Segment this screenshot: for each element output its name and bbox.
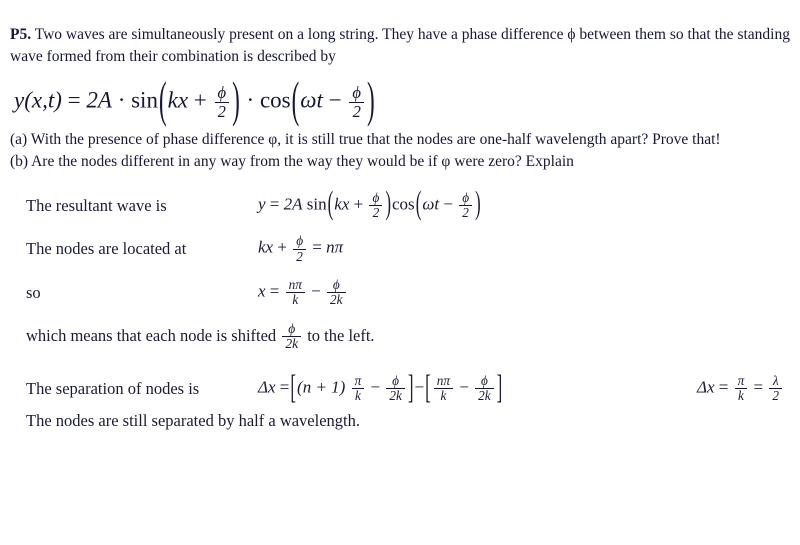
res-phi: ϕ xyxy=(372,189,380,205)
so-npi: nπ xyxy=(288,276,302,292)
separation-result-expression xyxy=(697,374,784,404)
so-minus: − xyxy=(311,281,321,301)
main-eq-dot2: · xyxy=(246,87,255,113)
close-paren-icon-4: ) xyxy=(475,185,481,222)
main-eq-sin: sin xyxy=(131,87,158,113)
problem-statement xyxy=(10,24,790,69)
res-minus: − xyxy=(443,194,453,214)
res-phi-over-2b xyxy=(459,191,472,221)
res-two: 2 xyxy=(369,205,382,220)
res-amp: 2A xyxy=(283,194,303,214)
so-x: x xyxy=(258,281,266,301)
nl-equals: = xyxy=(312,238,322,258)
conclusion-sentence: The nodes are still separated by half a wavelength. xyxy=(26,411,360,431)
res-delta-x: Δx xyxy=(697,377,715,397)
main-eq-phi-over-2 xyxy=(215,84,230,121)
main-eq-phi-over-2b xyxy=(349,84,364,121)
two-denominator: 2 xyxy=(215,102,230,121)
resultant-label: The resultant wave is xyxy=(26,195,167,215)
main-eq-omega-t: ωt xyxy=(300,87,323,113)
sep-coef: (n + 1) xyxy=(297,377,346,397)
res-y: y xyxy=(258,194,266,214)
so-phi-over-2k xyxy=(327,278,346,308)
shift-2k: 2k xyxy=(282,336,301,352)
main-eq-kx: kx xyxy=(167,87,189,113)
res-sin: sin xyxy=(306,194,327,214)
x-expression xyxy=(258,278,348,308)
main-eq-cos: cos xyxy=(259,87,291,113)
nl-phi-over-2 xyxy=(293,234,306,264)
res-kx: kx xyxy=(334,194,350,214)
open-paren-icon-3: ( xyxy=(327,185,334,222)
sep-pi: π xyxy=(354,372,362,388)
main-eq-minus: − xyxy=(328,87,342,113)
open-paren-icon-2: ( xyxy=(291,72,300,127)
open-bracket-icon-2: [ xyxy=(425,367,431,406)
nl-kx: kx xyxy=(258,238,274,258)
main-eq-equals: = xyxy=(67,87,81,113)
sep-delta-x: Δx xyxy=(258,377,276,397)
so-phi: ϕ xyxy=(332,276,340,292)
close-bracket-icon: ] xyxy=(407,367,414,406)
question-part-b: (b) Are the nodes different in any way from the way they would be if φ were zero? Explain xyxy=(10,152,574,170)
sep-minus-mid: − xyxy=(414,377,425,397)
sep2-2k: 2k xyxy=(475,388,494,403)
nl-plus: + xyxy=(277,238,287,258)
main-eq-dot: · xyxy=(117,87,126,113)
sep-k: k xyxy=(352,388,365,403)
close-paren-icon: ) xyxy=(232,72,240,127)
sep-minus-1: − xyxy=(370,377,381,397)
phi-numerator-2: ϕ xyxy=(352,82,361,102)
res-equals-1: = xyxy=(718,377,729,397)
so-equals: = xyxy=(269,281,280,301)
res-plus: + xyxy=(353,194,364,214)
res-two-2: 2 xyxy=(459,205,472,220)
close-bracket-icon-2: ] xyxy=(496,367,503,406)
open-paren-icon-4: ( xyxy=(415,185,422,222)
main-eq-plus: + xyxy=(193,87,207,113)
main-equation xyxy=(14,72,790,127)
solution-row-nodes-located xyxy=(10,234,790,264)
node-shift-text-after: to the left. xyxy=(307,325,375,345)
res-phi-2: ϕ xyxy=(462,189,470,205)
solution-block xyxy=(10,185,790,432)
nodes-located-expression xyxy=(258,234,343,264)
sep2-phi: ϕ xyxy=(480,372,488,388)
nl-two: 2 xyxy=(293,249,306,264)
node-shift-text-before: which means that each node is shifted xyxy=(26,325,277,345)
nodes-located-label: The nodes are located at xyxy=(26,239,187,259)
sep2-phi-over-2k xyxy=(475,374,494,404)
close-paren-icon-2: ) xyxy=(367,72,375,127)
main-eq-lhs: y(x,t) xyxy=(14,87,62,113)
node-shift-sentence xyxy=(10,322,790,352)
sep-minus-2: − xyxy=(459,377,469,397)
open-paren-icon: ( xyxy=(158,72,167,127)
result-lambda: λ xyxy=(772,372,779,388)
sep-phi: ϕ xyxy=(392,372,400,388)
solution-row-separation xyxy=(10,367,790,406)
close-paren-icon-3: ) xyxy=(385,185,392,222)
problem-tag: P5. xyxy=(10,25,32,43)
sep2-npi-over-k xyxy=(434,374,453,404)
res-equals: = xyxy=(269,194,280,214)
separation-expression xyxy=(258,367,503,406)
open-bracket-icon: [ xyxy=(290,367,297,406)
shift-phi-over-2k xyxy=(282,322,301,352)
sep-pi-over-k xyxy=(352,374,365,404)
sep-2k: 2k xyxy=(386,388,405,403)
result-two: 2 xyxy=(769,388,782,403)
result-pi: π xyxy=(737,372,745,388)
res-equals-2: = xyxy=(753,377,764,397)
result-k: k xyxy=(735,388,748,403)
question-parts xyxy=(10,129,790,173)
so-label: so xyxy=(26,282,41,302)
solution-row-so xyxy=(10,278,790,308)
res-cos: cos xyxy=(392,194,415,214)
res-phi-over-2 xyxy=(369,191,382,221)
result-lambda-over-2 xyxy=(769,374,782,404)
so-2k: 2k xyxy=(327,292,346,307)
res-omega-t: ωt xyxy=(422,194,440,214)
shift-phi: ϕ xyxy=(288,320,296,336)
main-eq-amplitude: 2A xyxy=(86,87,112,113)
solution-row-resultant xyxy=(10,185,790,222)
sep-equals: = xyxy=(279,377,290,397)
question-part-a: (a) With the presence of phase difference φ, it is still true that the nodes are one-half wavelength apart? Prove that! xyxy=(10,130,721,148)
result-pi-over-k xyxy=(735,374,748,404)
resultant-expression xyxy=(258,185,482,222)
so-k: k xyxy=(286,292,305,307)
separation-label: The separation of nodes is xyxy=(26,378,200,398)
nl-rhs: nπ xyxy=(326,238,344,258)
phi-numerator: ϕ xyxy=(217,82,227,102)
sep2-k: k xyxy=(434,388,453,403)
so-npi-over-k xyxy=(286,278,305,308)
problem-text: Two waves are simultaneously present on a long string. They have a phase difference ϕ between them so that the standing wave formed from their combination is described by xyxy=(10,25,790,65)
sep2-npi: nπ xyxy=(436,372,451,388)
two-denominator-2: 2 xyxy=(349,102,364,121)
nl-phi: ϕ xyxy=(296,233,304,249)
sep-phi-over-2k xyxy=(386,374,405,404)
